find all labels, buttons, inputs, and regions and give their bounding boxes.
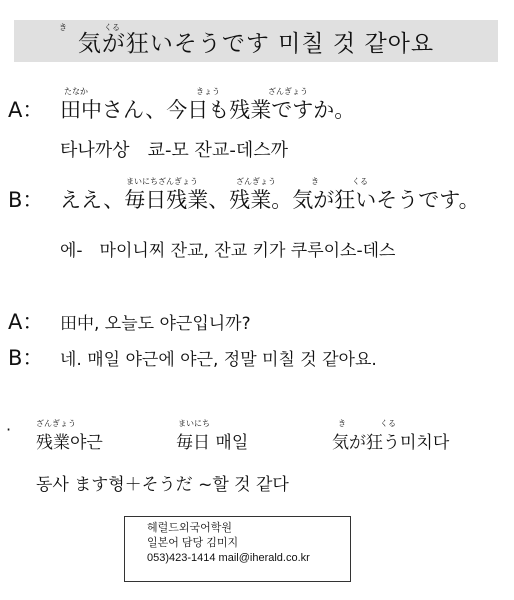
speaker-b-label-2: B： [8,346,44,370]
speaker-b-label: B： [8,188,44,212]
vocab-bullet: · [6,420,12,439]
footer-academy: 헤럴드외국어학원 [147,522,233,534]
title-ruby-kuru: くる [104,23,120,32]
footer-credit-box [124,516,351,582]
ruby-kuru: くる [352,177,368,186]
ruby-ki: き [311,177,319,186]
ruby-zangyou-2: ざんぎょう [236,177,276,186]
grammar-note: 동사 ます형＋そうだ ~할 것 같다 [36,475,289,495]
ruby-mainichi-zangyou: まいにちざんぎょう [126,177,198,186]
dialogue1-line-a: 田中さん、今日も残業ですか。 [60,98,356,122]
dialogue2-line-b: 네. 매일 야근에 야근, 정말 미칠 것 같아요. [60,350,377,370]
dialogue2-line-a: 田中, 오늘도 야근입니까? [60,314,251,334]
speaker-a-label-2: A： [8,310,44,334]
title-ruby-ki: き [59,23,67,32]
vocab-item-1: 残業야근 [36,433,103,453]
vocab-item-2: 毎日 매일 [176,433,249,453]
page-title: 気が狂いそうです 미칠 것 같아요 [77,30,435,57]
title-banner [14,20,498,62]
vocab-ruby-3-ki: き [338,419,346,428]
vocab-item-3: 気が狂う미치다 [332,433,450,453]
dialogue1-reading-a: 타나까상 쿄-모 잔교-데스까 [60,140,288,161]
ruby-zangyou: ざんぎょう [268,87,308,96]
speaker-a-label: A： [8,98,44,122]
ruby-tanaka: たなか [64,87,88,96]
dialogue1-line-b: ええ、毎日残業、残業。気が狂いそうです。 [60,188,480,212]
vocab-ruby-1: ざんぎょう [36,419,76,428]
ruby-kyou: きょう [196,87,220,96]
dialogue1-reading-b: 에- 마이니찌 잔교, 잔교 키가 쿠루이소-데스 [60,241,396,261]
footer-contact: 053)423-1414 mail@iherald.co.kr [147,552,310,564]
footer-teacher: 일본어 담당 김미지 [147,537,239,549]
vocab-ruby-2: まいにち [178,419,210,428]
vocab-ruby-3-kuru: くる [380,419,396,428]
